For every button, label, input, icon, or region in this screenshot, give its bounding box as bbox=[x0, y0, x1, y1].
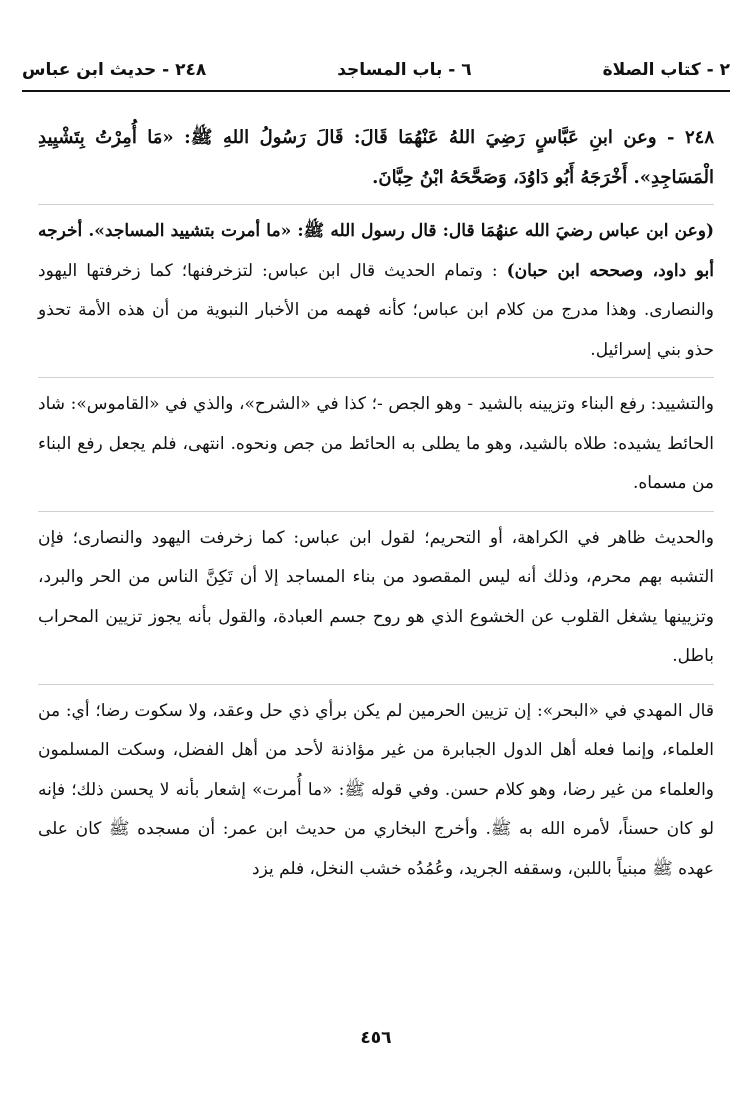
hadith-text: ٢٤٨ - وعن ابنِ عَبَّاسٍ رَضِيَ اللهُ عَنْهُمَا قَالَ: قَالَ رَسُولُ اللهِ ﷺ: «مَا أُمِرْتُ بِتَشْيِيدِ الْمَسَاجِدِ». أَخْرَجَهُ أَبُو دَاوُدَ، وَصَحَّحَهُ ابْنُ حِبَّانَ. bbox=[38, 118, 714, 205]
commentary-paragraph-1 bbox=[38, 212, 714, 378]
header-hadith-title: ٢٤٨ - حديث ابن عباس bbox=[22, 60, 207, 80]
commentary-quote: (وعن ابن عباس رضيَ الله عنهُمَا قال: قال رسول الله ﷺ: «ما أمرت بتشييد المساجد». أخرجه أبو داود، وصححه ابن حبان) bbox=[38, 221, 715, 281]
page-body bbox=[38, 118, 714, 903]
header-chapter-title: ٦ - باب المساجد bbox=[337, 60, 472, 80]
page-number: ٤٥٦ bbox=[360, 1028, 392, 1048]
commentary-paragraph-3: والحديث ظاهر في الكراهة، أو التحريم؛ لقول ابن عباس: كما زخرفت اليهود والنصارى؛ فإن التشبه بهم محرم، وذلك أنه ليس المقصود من بناء المساجد إلا أن تَكِنَّ الناس من الحر والبرد، وتزيينها يشغل القلوب عن الخشوع الذي هو روح جسم العبادة، والقول بأنه يجوز تزيين المحراب باطل. bbox=[38, 519, 714, 685]
header-book-title: ٢ - كتاب الصلاة bbox=[602, 60, 730, 80]
commentary-paragraph-4: قال المهدي في «البحر»: إن تزيين الحرمين لم يكن برأي ذي حل وعقد، ولا سكوت رضا؛ أي: من العلماء، وإنما فعله أهل الدول الجبابرة من غير مؤاذنة لأحد من أهل الفضل، وسكت المسلمون والعلماء من غير رضا، وهو كلام حسن. وفي قوله ﷺ: «ما أُمرت» إشعار بأنه لا يحسن ذلك؛ فإنه لو كان حسناً، لأمره الله به ﷺ. وأخرج البخاري من حديث ابن عمر: أن مسجده ﷺ كان على عهده ﷺ مبنياً باللبن، وسقفه الجريد، وعُمُدُه خشب النخل، فلم يزد bbox=[38, 700, 714, 879]
running-header bbox=[22, 50, 730, 92]
commentary-paragraph-2: والتشييد: رفع البناء وتزيينه بالشيد - وهو الجص -؛ كذا في «الشرح»، والذي في «القاموس»: شاد الحائط يشيده: طلاه بالشيد، وهو ما يطلى به الحائط من جص ونحوه. انتهى، فلم يجعل رفع البناء من مسماه. bbox=[38, 385, 714, 512]
commentary-explanation: : وتمام الحديث قال ابن عباس: لتزخرفنها؛ كما زخرفتها اليهود والنصارى. وهذا مدرج من كلام ابن عباس؛ كأنه فهمه من الأخبار النبوية من أن هذه الأمة تحذو حذو بني إسرائيل. bbox=[38, 260, 714, 360]
